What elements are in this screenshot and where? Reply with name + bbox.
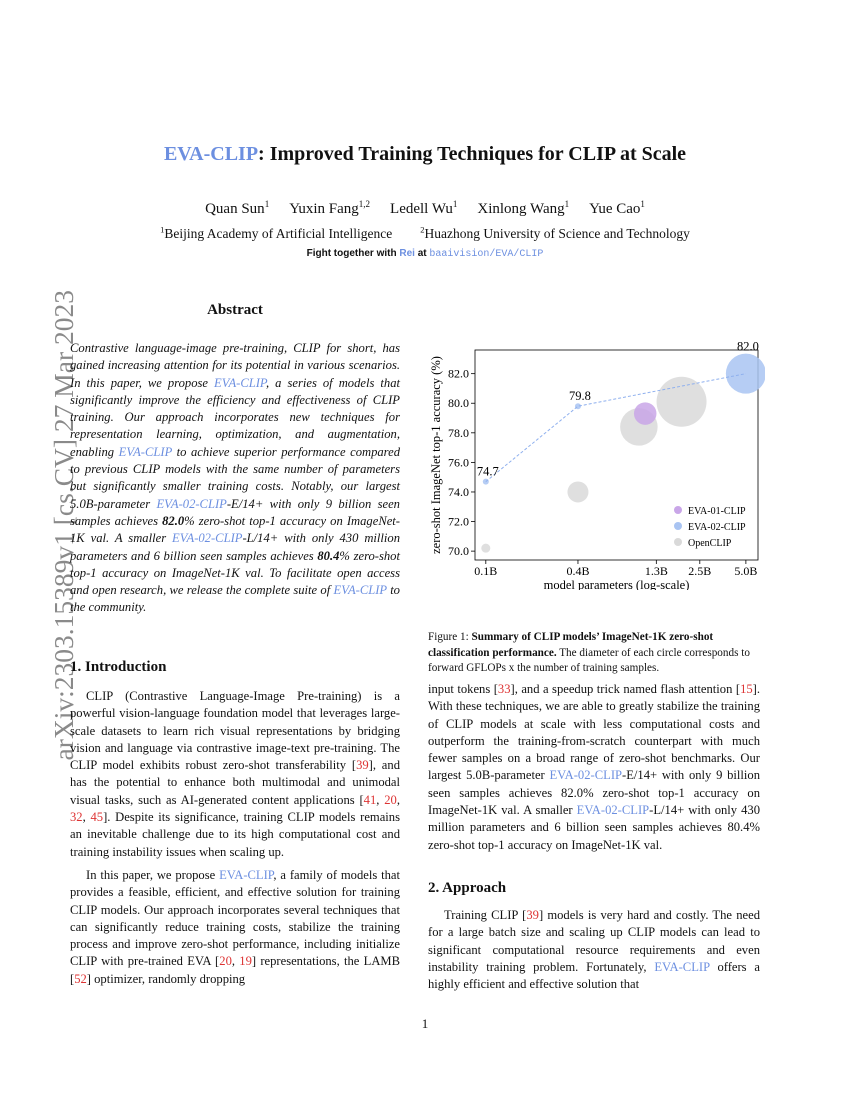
abstract-text: Contrastive language-image pre-training, CLIP for short, has gained increasing attention for its potential in various scenarios. In this paper, we propose EVA-CLIP, a series of models that significantly improve the efficiency and effectiveness of CLIP training. Our approach incorporates new techniques for representation learning, optimization, and augmentation, enabling EVA-CLIP to achieve superior performance compared to previous CLIP models with the same number of parameters but significantly smaller training costs. Notably, our largest 5.0B-parameter EVA-02-CLIP-E/14+ with only 9 billion seen samples achieves 82.0% zero-shot top-1 accuracy on ImageNet-1K val. A smaller EVA-02-CLIP-L/14+ with only 430 million parameters and 6 billion seen samples achieves 80.4% zero-shot top-1 accuracy on ImageNet-1K val. To facilitate open access and open research, we release the complete suite of EVA-CLIP to the community.	[70, 341, 401, 615]
eva-clip-link[interactable]: EVA-CLIP	[654, 959, 710, 974]
citation-link[interactable]: 33	[497, 682, 511, 696]
citation-link[interactable]: 41	[363, 792, 377, 807]
y-tick-label: 80.0	[448, 396, 469, 411]
author-name: Ledell Wu$^1$	[390, 199, 458, 217]
bubble-openclip	[481, 544, 490, 553]
data-label: 79.8	[569, 389, 591, 404]
eva-clip-link[interactable]: EVA-CLIP	[118, 444, 173, 459]
abstract-heading: Abstract	[207, 302, 263, 318]
citation-link[interactable]: 39	[356, 758, 369, 773]
citation-link[interactable]: 32	[70, 810, 83, 825]
y-axis-label: zero-shot ImageNet top-1 accuracy (%)	[429, 356, 443, 554]
x-tick-label: 5.0B	[734, 564, 758, 578]
x-axis-label: model parameters (log-scale)	[543, 578, 690, 590]
bubble-openclip	[567, 481, 588, 502]
y-tick-label: 72.0	[448, 514, 469, 529]
x-tick-label: 1.3B	[644, 564, 668, 578]
bubble-openclip	[657, 377, 707, 427]
x-tick-label: 0.1B	[474, 564, 498, 578]
y-tick-label: 78.0	[448, 425, 469, 440]
y-tick-label: 70.0	[448, 544, 469, 559]
y-tick-label: 74.0	[448, 484, 469, 499]
legend-entry: EVA-01-CLIP	[688, 506, 746, 517]
data-label: 82.0	[736, 339, 759, 354]
x-tick-label: 2.5B	[688, 564, 712, 578]
bubble-eva-01-clip	[634, 402, 657, 425]
data-label: 74.7	[476, 464, 499, 479]
bubble-eva-02-clip	[726, 354, 765, 394]
arxiv-stamp: arXiv:2303.15389v1 [cs.CV] 27 Mar 2023	[48, 290, 79, 761]
eva-clip-link[interactable]: EVA-02-CLIP	[156, 496, 227, 511]
approach-heading: 2. Approach	[428, 880, 507, 896]
y-tick-label: 76.0	[448, 455, 469, 470]
rei-link[interactable]: Rei	[399, 248, 415, 259]
author-name: Yue Cao$^1$	[589, 199, 645, 217]
approach-body: Training CLIP [39] models is very hard and costly. The need for a large batch size and scaling up CLIP models can lead to significant computational resource requirements and even instability training problem. Fortunately, EVA-CLIP offers a highly efficient and effective solution that	[428, 908, 760, 992]
author-name: Xinlong Wang$^1$	[477, 199, 570, 217]
legend-entry: EVA-02-CLIP	[688, 522, 746, 533]
project-tagline: Fight together with Rei at baaivision/EVA/CLIP	[306, 248, 544, 260]
eva-clip-link[interactable]: EVA-CLIP	[219, 867, 274, 882]
affiliation: $^1$Beijing Academy of Artificial Intelligence	[160, 224, 393, 241]
introduction-heading: 1. Introduction	[70, 659, 167, 675]
citation-link[interactable]: 19	[239, 954, 252, 969]
legend-swatch	[674, 522, 682, 530]
eva-clip-link[interactable]: EVA-02-CLIP	[172, 531, 243, 546]
author-name: Quan Sun$^1$	[205, 199, 270, 217]
citation-link[interactable]: 15	[740, 682, 753, 696]
right-column-body: input tokens [33], and a speedup trick named flash attention [15]. With these techniques, we are able to greatly stabilize the training of CLIP models at scale with less computational costs and outperform the training-from-scratch counterpart with much fewer samples on a broad range of zero-shot benchmarks. Our largest 5.0B-parameter EVA-02-CLIP-E/14+ with only 9 billion seen samples achieves 82.0% zero-shot top-1 accuracy on ImageNet-1K val. A smaller EVA-02-CLIP-L/14+ with only 430 million parameters and 6 billion seen samples achieves 80.4% zero-shot top-1 accuracy on ImageNet-1K val.	[428, 682, 760, 852]
citation-link[interactable]: 39	[526, 908, 539, 922]
repo-link[interactable]: baaivision/EVA/CLIP	[429, 249, 544, 260]
legend-swatch	[674, 506, 682, 514]
eva-clip-link[interactable]: EVA-02-CLIP	[576, 803, 650, 818]
figure-1-caption: Figure 1: Summary of CLIP models’ ImageNet-1K zero-shot classification performance. The diameter of each circle corresponds to forward GFLOPs x the number of training samples.	[428, 631, 750, 674]
affiliations	[0, 224, 850, 242]
eva-clip-link[interactable]: EVA-02-CLIP	[549, 768, 623, 783]
legend-entry: OpenCLIP	[688, 538, 732, 549]
citation-link[interactable]: 45	[90, 810, 104, 825]
y-tick-label: 82.0	[448, 366, 469, 381]
eva-clip-link[interactable]: EVA-CLIP	[333, 583, 387, 598]
figure-1-chart	[425, 335, 765, 590]
author-list	[0, 199, 850, 218]
citation-link[interactable]: 20	[219, 954, 232, 969]
scatter-chart	[425, 335, 765, 590]
introduction-body: CLIP (Contrastive Language-Image Pre-training) is a powerful vision-language foundation model that leverages large-scale datasets to learn rich visual representations by bridging vision and language via contrastive image-text pre-training. The CLIP model exhibits robust zero-shot transferability [39], and has the potential to enhance both multimodal and unimodal visual tasks, such as AI-generated content applications [41, 20, 32, 45]. Despite its significance, training CLIP models remains an inevitable challenge due to its high computational cost and training instability issues when scaling up. In this paper, we propose EVA-CLIP, a family of models that provides a feasible, efficient, and effective solution for training CLIP models. Our approach incorporates several techniques that can significantly reduce training costs, stabilize the training process and improve zero-shot performance, including initialize CLIP with pre-trained EVA [20, 19] representations, the LAMB [52] optimizer, randomly dropping	[70, 689, 401, 986]
citation-link[interactable]: 52	[74, 971, 87, 986]
page-number: 1	[421, 1016, 429, 1031]
eva-clip-link[interactable]: EVA-CLIP	[214, 375, 267, 390]
x-tick-label: 0.4B	[566, 564, 590, 578]
affiliation: $^2$Huazhong University of Science and Technology	[420, 224, 690, 241]
title-link[interactable]: EVA-CLIP	[163, 143, 259, 165]
legend-swatch	[674, 538, 682, 546]
paper-title: EVA-CLIP: Improved Training Techniques for CLIP at Scale	[163, 143, 687, 165]
citation-link[interactable]: 20	[384, 792, 397, 807]
author-name: Yuxin Fang$^{1,2}$	[289, 199, 371, 217]
